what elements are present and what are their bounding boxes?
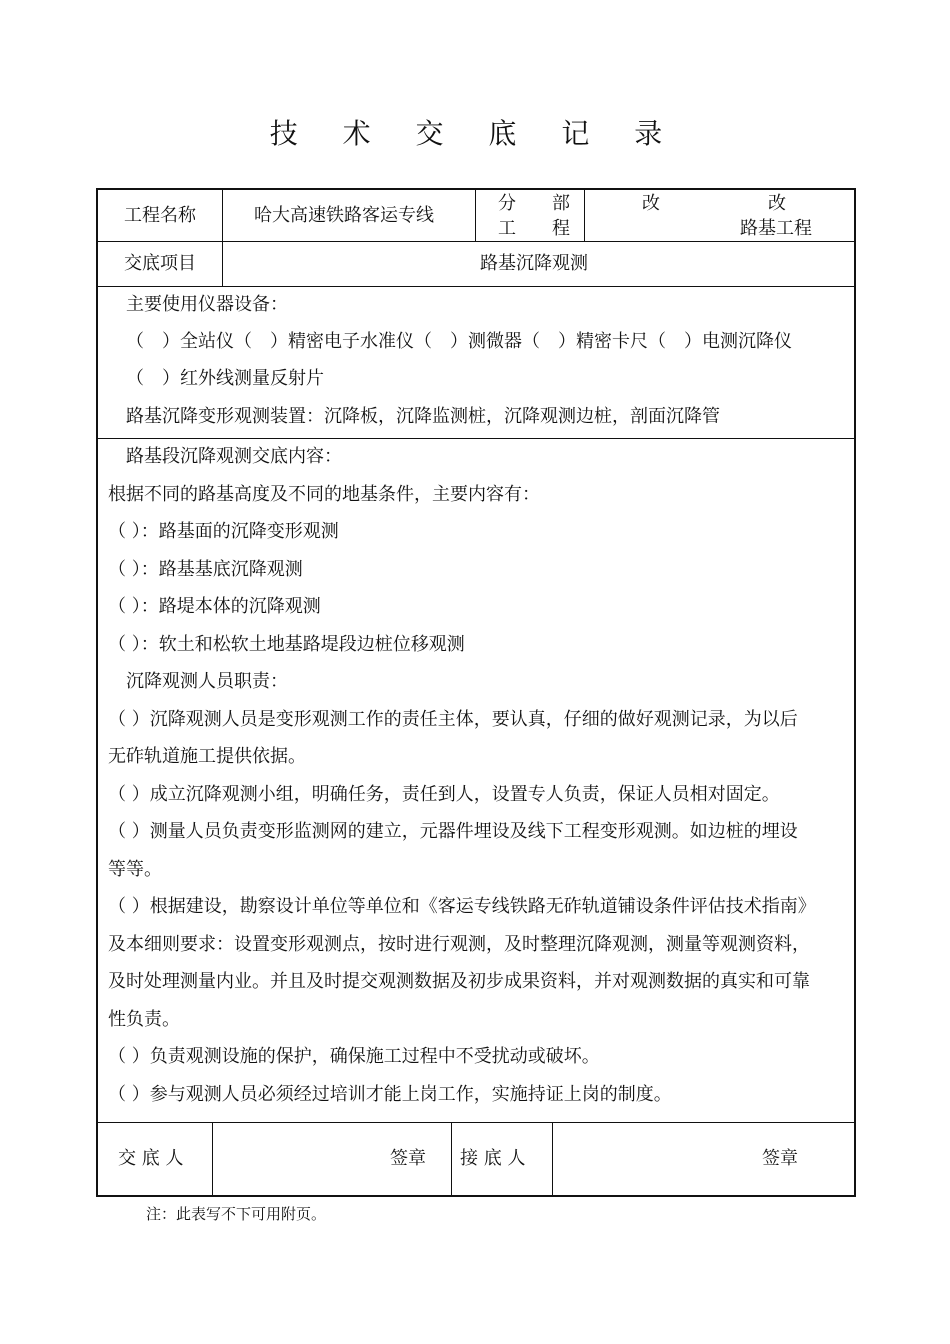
row-divider: [98, 241, 854, 242]
division-value-line1: 改 改: [642, 193, 786, 214]
content-line: 及本细则要求：设置变形观测点，按时进行观测，及时整理沉降观测，测量等观测资料，: [108, 934, 810, 955]
column-divider: [584, 190, 585, 241]
giver-label: 交 底 人: [118, 1148, 184, 1169]
content-line: （ ）参与观测人员必须经过培训才能上岗工作，实施持证上岗的制度。: [108, 1084, 672, 1105]
content-line: （ ）成立沉降观测小组，明确任务，责任到人，设置专人负责，保证人员相对固定。: [108, 784, 780, 805]
item-label: 交底项目: [124, 253, 196, 274]
instruments-line: （ ）全站仪（ ）精密电子水准仪（ ）测微器（ ）精密卡尺（ ）电测沉降仪: [126, 331, 792, 352]
content-line: 无砟轨道施工提供依据。: [108, 746, 306, 767]
footnote: 注：此表写不下可用附页。: [146, 1205, 327, 1223]
item-value: 路基沉降观测: [480, 253, 588, 274]
content-line: 等等。: [108, 859, 162, 880]
receiver-sign-label: 签章: [762, 1148, 798, 1169]
instruments-line: （ ）红外线测量反射片: [126, 368, 324, 389]
row-divider: [98, 286, 854, 287]
giver-sign-label: 签章: [390, 1148, 426, 1169]
content-line: （ ）根据建设，勘察设计单位等单位和《客运专线铁路无砟轨道铺设条件评估技术指南》: [108, 896, 816, 917]
content-line: 及时处理测量内业。并且及时提交观测数据及初步成果资料，并对观测数据的真实和可靠: [108, 971, 810, 992]
disclosure-form: [96, 188, 856, 1197]
column-divider: [451, 1122, 452, 1195]
document-title: 技 术 交 底 记 录: [269, 117, 681, 150]
column-divider: [552, 1122, 553, 1195]
content-line: 根据不同的路基高度及不同的地基条件，主要内容有：: [108, 484, 540, 505]
receiver-label: 接 底 人: [460, 1148, 526, 1169]
project-name-label: 工程名称: [124, 205, 196, 226]
division-label-line2: 工 程: [498, 218, 570, 239]
content-line: 路基段沉降观测交底内容：: [126, 446, 342, 467]
column-divider: [475, 190, 476, 241]
content-line: （ ）：路基面的沉降变形观测: [108, 521, 339, 542]
division-label-line1: 分 部: [498, 193, 570, 214]
division-value-line2: 路基工程: [740, 218, 812, 239]
content-line: （ ）测量人员负责变形监测网的建立，元器件埋设及线下工程变形观测。如边桩的埋设: [108, 821, 798, 842]
content-line: 性负责。: [108, 1009, 180, 1030]
content-line: （ ）：路基基底沉降观测: [108, 559, 303, 580]
column-divider: [222, 190, 223, 286]
instruments-heading: 主要使用仪器设备：: [126, 294, 288, 315]
content-line: （ ）负责观测设施的保护，确保施工过程中不受扰动或破坏。: [108, 1046, 600, 1067]
instruments-line: 路基沉降变形观测装置：沉降板，沉降监测桩，沉降观测边桩，剖面沉降管: [126, 406, 720, 427]
content-line: 沉降观测人员职责：: [126, 671, 288, 692]
content-line: （ ）：软土和松软土地基路堤段边桩位移观测: [108, 634, 465, 655]
content-line: （ ）沉降观测人员是变形观测工作的责任主体，要认真，仔细的做好观测记录，为以后: [108, 709, 798, 730]
project-name-value: 哈大高速铁路客运专线: [254, 205, 434, 226]
content-line: （ ）：路堤本体的沉降观测: [108, 596, 321, 617]
row-divider: [98, 438, 854, 439]
column-divider: [212, 1122, 213, 1195]
